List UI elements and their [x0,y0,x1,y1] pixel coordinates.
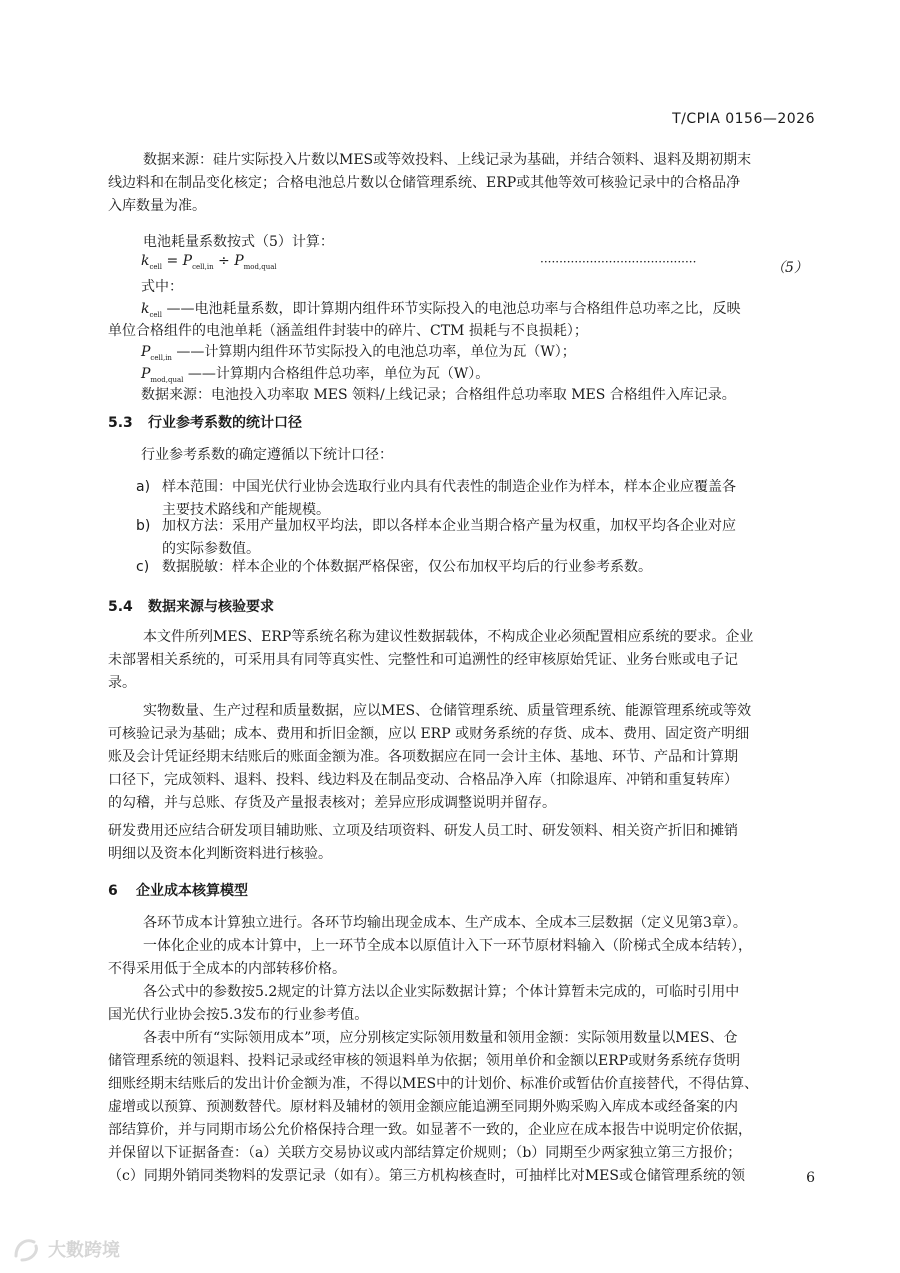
section-title: 数据来源与核验要求 [148,599,274,615]
page-number: 6 [806,1170,815,1186]
text-line: （c）同期外销同类物料的发票记录（如有）。第三方机构核查时，可抽样比对MES或仓储管理系统的领 [108,1168,745,1184]
text-line: 的实际参数值。 [162,541,260,557]
section-heading-6 [108,880,248,900]
section-title: 企业成本核算模型 [136,883,248,899]
watermark [12,1234,120,1264]
var-p: P [141,344,151,360]
section-5-4-paragraph-3 [108,820,808,866]
section-number: 6 [108,883,118,899]
section-number: 5.4 [108,599,133,615]
var-k: k [141,301,150,317]
definition-p-qual [141,363,489,384]
formula-op: ÷ [213,253,235,269]
text-line: 数据来源：硅片实际投入片数以MES或等效投料、上线记录为基础，并结合领料、退料及期初期末 [143,152,752,168]
section-6-paragraph-3 [108,981,808,1027]
formula-term2: P [234,253,244,269]
text-line: 储管理系统的领退料、投料记录或经审核的领退料单为依据；领用单价和金额以ERP或财务系统存货明 [108,1053,741,1069]
text-line: 口径下，完成领料、退料、投料、线边料及在制品变动、合格品净入库（扣除退库、冲销和重复转库） [108,772,738,788]
definition-p-in [141,341,576,362]
section-heading-5-4 [108,596,274,616]
formula-term2-sub: mod,qual [243,262,277,271]
formula-5 [141,253,277,271]
text-line: 可核验记录为基础；成本、费用和折旧金额，应以 ERP 或财务系统的存货、成本、费用、固定资产明细 [108,726,750,742]
formula-intro: 电池耗量系数按式（5）计算： [143,234,334,250]
text-line: 不得采用低于全成本的内部转移价格。 [108,961,346,977]
document-id: T/CPIA 0156—2026 [672,111,815,127]
formula-term1-sub: cell,in [192,262,214,271]
section-6-paragraph-2 [108,935,808,981]
text-line: 一体化企业的成本计算中，上一环节全成本以原值计入下一环节原材料输入（阶梯式全成本结转）， [143,938,752,954]
formula-lhs: k [141,253,150,269]
text-line: 线边料和在制品变化核定；合格电池总片数以仓储管理系统、ERP或其他等效可核验记录中的合格品净 [108,175,741,191]
var-p-in-sub: cell,in [150,353,172,362]
text-line: 数据脱敏：样本企业的个体数据严格保密，仅公布加权平均后的行业参考系数。 [162,559,652,575]
formula-lhs-sub: cell [149,262,163,271]
text-line: 入库数量为准。 [108,198,206,214]
text-line: 实物数量、生产过程和质量数据，应以MES、仓储管理系统、质量管理系统、能源管理系统或等效 [143,703,752,719]
text-line: 部结算价，并与同期市场公允价格保持合理一致。如显著不一致的，企业应在成本报告中说明定价依据， [108,1122,752,1138]
section-5-4-paragraph-1 [108,626,808,695]
text-line: 各表中所有“实际领用成本”项，应分别核定实际领用数量和领用金额：实际领用数量以MES、仓 [143,1030,738,1046]
definition-source: 数据来源：电池投入功率取 MES 领料/上线记录；合格组件总功率取 MES 合格组件入库记录。 [141,387,736,403]
equation-number: （5） [771,260,808,276]
list-label: c) [136,559,150,575]
text-line: 细账经期末结账后的发出计价金额为准，不得以MES中的计划价、标准价或暂估价直接替代，不得估算、 [108,1076,759,1092]
data-source-paragraph [108,149,808,218]
text-line: 并保留以下证据备查：（a）关联方交易协议或内部结算定价规则；（b）同期至少两家独立第三方报价； [108,1145,742,1161]
var-k-sub: cell [149,310,163,319]
text-line: 本文件所列MES、ERP等系统名称为建议性数据载体，不构成企业必须配置相应系统的要求。企业 [143,629,754,645]
definition-p-in-text: ——计算期内组件环节实际投入的电池总功率，单位为瓦（W）； [176,344,576,360]
text-line: 加权方法：采用产量加权平均法，即以各样本企业当期合格产量为权重，加权平均各企业对应 [162,518,736,534]
definition-k-line1: ——电池耗量系数，即计算期内组件环节实际投入的电池总功率与合格组件总功率之比，反映 [166,301,741,317]
text-line: 各公式中的参数按5.2规定的计算方法以企业实际数据计算；个体计算暂未完成的，可临时引用中 [143,984,740,1000]
text-line: 账及会计凭证经期末结账后的账面金额为准。各项数据应在同一会计主体、基地、环节、产品和计算期 [108,749,738,765]
definition-k [141,298,740,319]
text-line: 录。 [108,675,136,691]
text-line: 明细以及资本化判断资料进行核验。 [108,846,332,862]
text-line: 国光伏行业协会按5.3发布的行业参考值。 [108,1007,369,1023]
var-p: P [141,366,151,382]
definition-p-qual-text: ——计算期内合格组件总功率，单位为瓦（W）。 [187,366,490,382]
formula-leader-dots: ········································· [540,255,697,269]
text-line: 研发费用还应结合研发项目辅助账、立项及结项资料、研发人员工时、研发领料、相关资产折旧和摊销 [108,823,738,839]
section-title: 行业参考系数的统计口径 [148,415,302,431]
text-line: 未部署相关系统的，可采用具有同等真实性、完整性和可追溯性的经审核原始凭证、业务台账或电子记 [108,652,738,668]
watermark-text: 大數跨境 [48,1240,120,1261]
formula-term1: P [182,253,193,269]
text-line: 虚增或以预算、预测数替代。原材料及辅材的领用金额应能追溯至同期外购采购入库成本或经备案的内 [108,1099,738,1115]
section-heading-5-3 [108,412,302,432]
list-label: b) [136,518,151,534]
definition-k-line2: 单位合格组件的电池单耗（涵盖组件封装中的碎片、CTM 损耗与不良损耗）； [108,323,588,339]
text-line: 的勾稽，并与总账、存货及产量报表核对；差异应形成调整说明并留存。 [108,795,556,811]
section-6-paragraph-4 [108,1027,808,1188]
where-label: 式中： [141,279,183,295]
section-5-3-intro: 行业参考系数的确定遵循以下统计口径： [141,447,393,463]
list-label: a) [136,479,151,495]
text-line: 主要技术路线和产能规模。 [162,502,330,518]
section-number: 5.3 [108,415,133,431]
section-6-paragraph-1 [108,912,808,935]
text-line: 各环节成本计算独立进行。各环节均输出现金成本、生产成本、全成本三层数据（定义见第3章）。 [143,915,747,931]
formula-eq: = [162,253,183,269]
watermark-logo-icon [12,1234,42,1264]
var-p-qual-sub: mod,qual [150,375,184,384]
section-5-4-paragraph-2 [108,700,808,815]
text-line: 样本范围：中国光伏行业协会选取行业内具有代表性的制造企业作为样本，样本企业应覆盖各 [162,479,736,495]
